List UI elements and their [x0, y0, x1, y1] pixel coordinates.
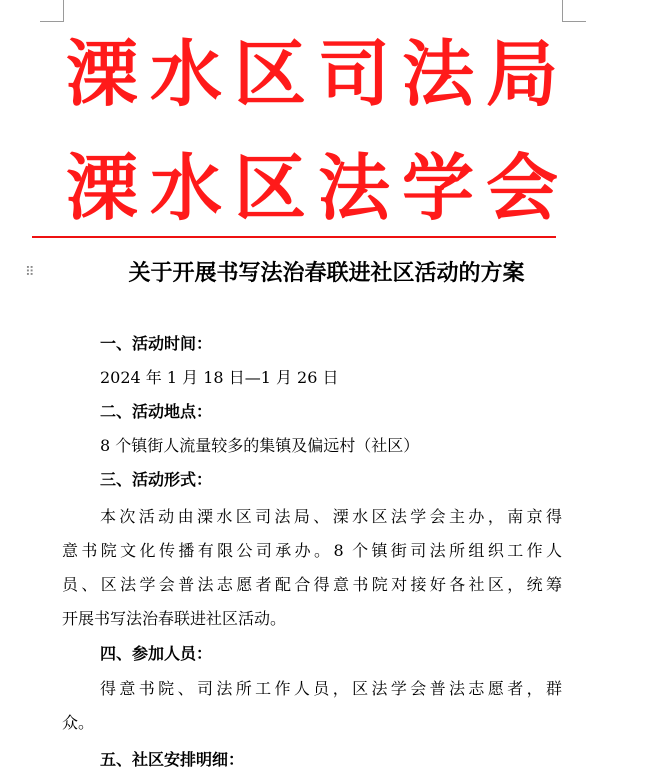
- crop-mark-top-left: [40, 21, 64, 22]
- paragraph-line: 本次活动由溧水区司法局、溧水区法学会主办，南京得: [100, 507, 562, 526]
- letterhead-line-2: [62, 148, 562, 228]
- letterhead-line-1: [62, 34, 562, 114]
- crop-mark-top-right: [562, 21, 586, 22]
- letterhead-char: 会: [485, 146, 558, 230]
- letterhead-char: 法: [317, 146, 390, 230]
- crop-mark-top-right: [562, 0, 563, 22]
- section-heading-people: 四、参加人员：: [100, 644, 213, 663]
- paragraph-line: 得意书院、司法所工作人员，区法学会普法志愿者，群: [100, 679, 562, 698]
- letterhead-char: 溧: [65, 32, 138, 116]
- letterhead-char: 溧: [65, 146, 138, 230]
- section-body-place: 8 个镇街人流量较多的集镇及偏远村（社区）: [100, 436, 420, 455]
- letterhead-char: 水: [149, 32, 222, 116]
- drag-handle-icon[interactable]: ⠿: [25, 265, 34, 280]
- document-title: 关于开展书写法治春联进社区活动的方案: [128, 260, 525, 286]
- letterhead-red-rule: [32, 236, 556, 238]
- letterhead-char: 水: [149, 146, 222, 230]
- letterhead-char: 司: [317, 32, 390, 116]
- paragraph-line: 意书院文化传播有限公司承办。8 个镇街司法所组织工作人: [62, 541, 562, 560]
- section-heading-form: 三、活动形式：: [100, 470, 213, 489]
- letterhead-char: 法: [401, 32, 474, 116]
- section-heading-time: 一、活动时间：: [100, 334, 213, 353]
- paragraph-line: 开展书写法治春联进社区活动。: [62, 609, 287, 628]
- section-heading-schedule: 五、社区安排明细：: [100, 750, 245, 769]
- crop-mark-top-left: [63, 0, 64, 22]
- letterhead-char: 区: [233, 32, 306, 116]
- section-body-time: 2024 年 1 月 18 日—1 月 26 日: [100, 368, 339, 387]
- letterhead-char: 区: [233, 146, 306, 230]
- paragraph-line: 员、区法学会普法志愿者配合得意书院对接好各社区，统筹: [62, 575, 562, 594]
- letterhead-char: 局: [485, 32, 558, 116]
- letterhead-char: 学: [401, 146, 474, 230]
- paragraph-line: 众。: [62, 713, 95, 732]
- section-heading-place: 二、活动地点：: [100, 402, 213, 421]
